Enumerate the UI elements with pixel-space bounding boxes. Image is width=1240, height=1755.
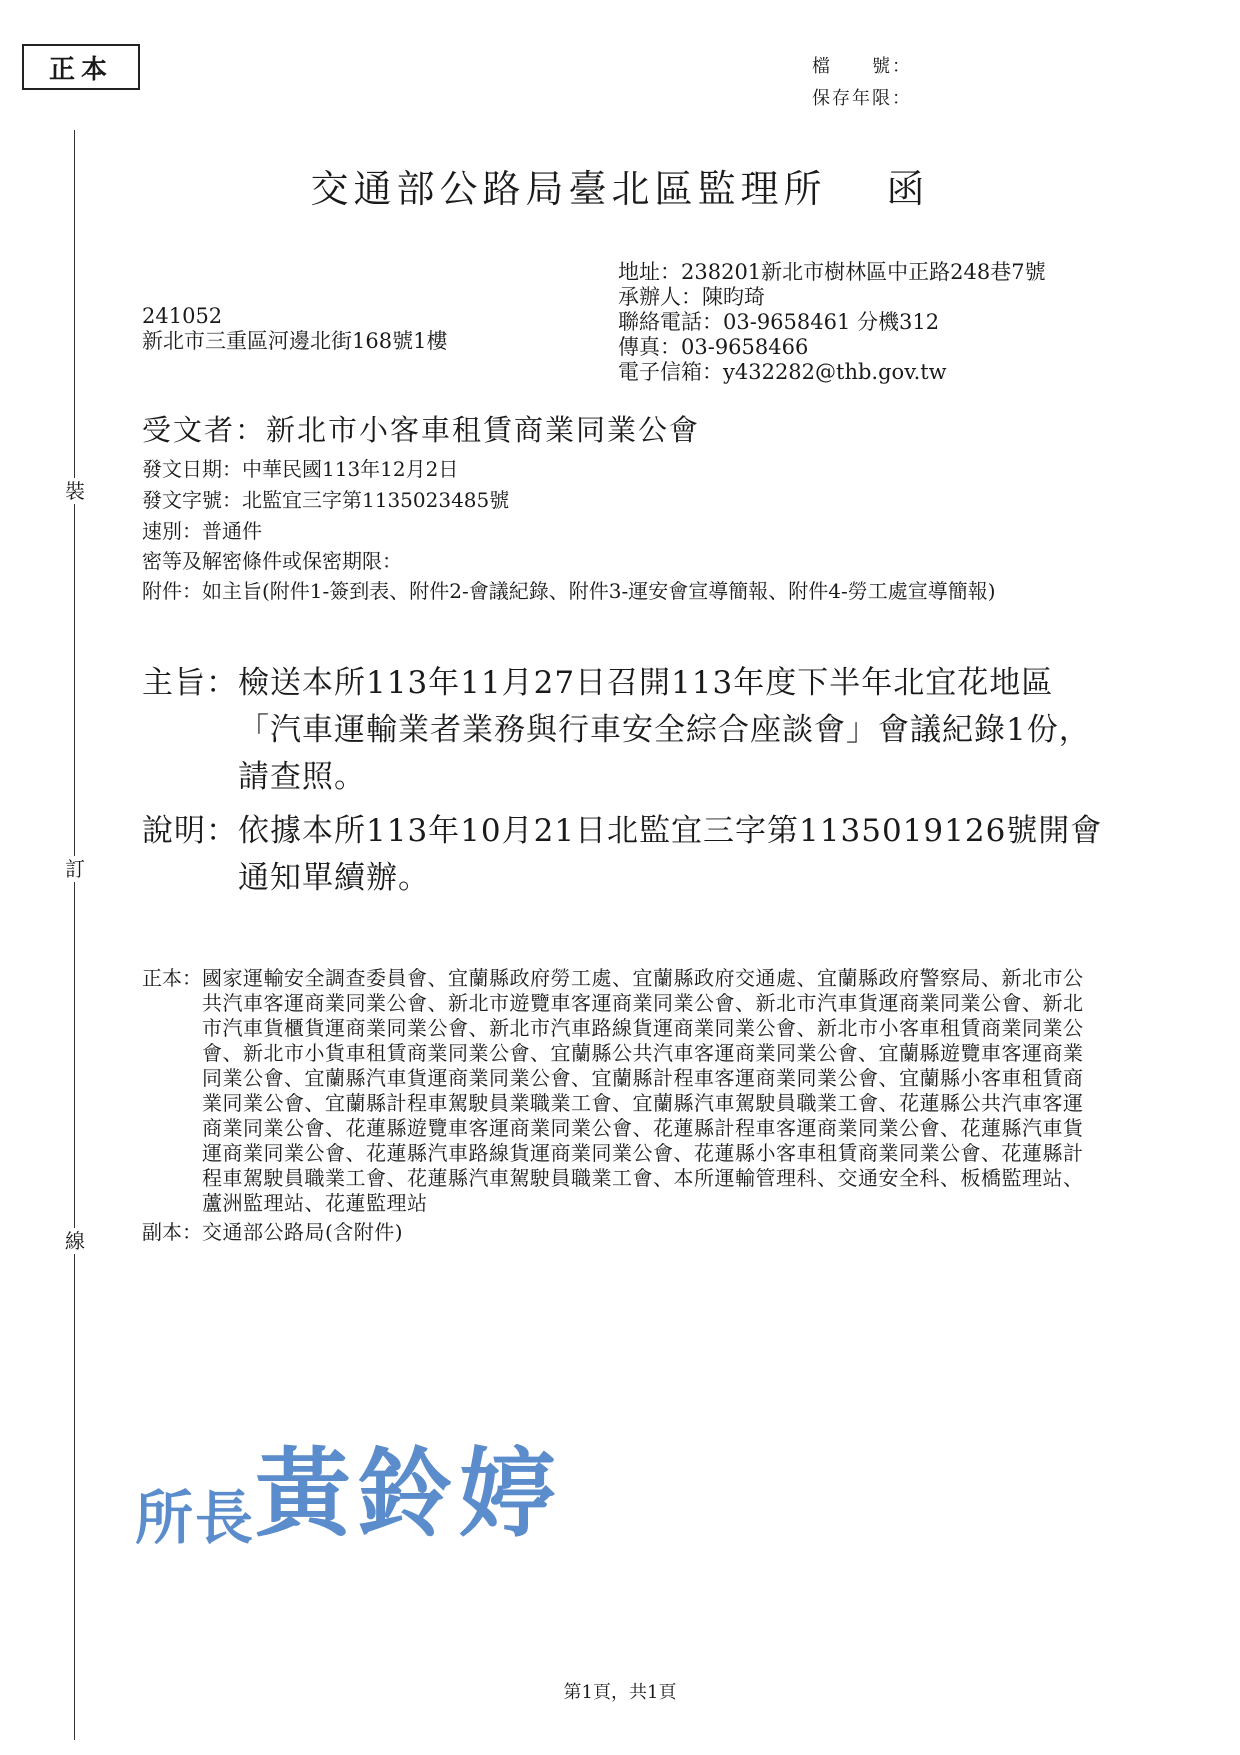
sender-handler: 承辦人：陳昀琦 [618,285,765,309]
document-title: 交通部公路局臺北區監理所 函 [310,167,930,211]
recipient-postal-code: 241052 [142,304,223,328]
addressee: 受文者：新北市小客車租賃商業同業公會 [142,413,701,447]
binding-mark-zhuang: 裝 [65,479,85,503]
original-recipients-text: 國家運輸安全調查委員會、宜蘭縣政府勞工處、宜蘭縣政府交通處、宜蘭縣政府警察局、新北市公共汽車客運商業同業公會、新北市遊覽車客運商業同業公會、新北市汽車貨運商業同業公會、新北市汽車貨櫃貨運商業同業公會、新北市汽車路線貨運商業同業公會、新北市小客車租賃商業同業公會、新北市小貨車租賃商業同業公會、宜蘭縣公共汽車客運商業同業公會、宜蘭縣遊覽車客運商業同業公會、宜蘭縣汽車貨運商業同業公會、宜蘭縣計程車客運商業同業公會、宜蘭縣小客車租賃商業同業公會、宜蘭縣計程車駕駛員業職業工會、宜蘭縣汽車駕駛員職業工會、花蓮縣公共汽車客運商業同業公會、花蓮縣遊覽車客運商業同業公會、花蓮縣計程車客運商業同業公會、花蓮縣汽車貨運商業同業公會、花蓮縣汽車路線貨運商業同業公會、花蓮縣小客車租賃商業同業公會、花蓮縣計程車駕駛員職業工會、花蓮縣汽車駕駛員職業工會、本所運輸管理科、交通安全科、板橋監理站、蘆洲監理站、花蓮監理站 [202,966,1084,1215]
issue-date: 發文日期：中華民國113年12月2日 [142,457,459,481]
delivery-speed: 速別：普通件 [142,519,262,543]
subject-paragraph [142,660,1104,801]
binding-mark-ding: 訂 [65,857,85,881]
attachment-label: 附件： [142,579,202,603]
retention-period-label: 保存年限： [812,88,912,109]
sender-email: 電子信箱：y432282@thb.gov.tw [618,360,947,384]
sender-phone: 聯絡電話：03-9658461 分機312 [618,310,940,334]
explanation-text: 依據本所113年10月21日北監宜三字第1135019126號開會通知單續辦。 [238,813,1103,896]
original-recipients-label: 正本： [142,966,202,990]
subject-text: 檢送本所113年11月27日召開113年度下半年北宜花地區「汽車運輸業者業務與行車安全綜合座談會」會議紀錄1份，請查照。 [238,665,1091,795]
binding-line [74,130,75,1740]
subject-label: 主旨： [142,665,238,701]
copy-recipients-text: 交通部公路局(含附件) [202,1220,404,1244]
attachment-text: 如主旨(附件1-簽到表、附件2-會議紀錄、附件3-運安會宣導簡報、附件4-勞工處宣導簡報) [202,579,996,603]
explanation-paragraph [142,808,1104,902]
signature-title: 所長 [135,1484,256,1552]
binding-mark-xian: 線 [65,1229,85,1253]
sender-address: 地址：238201新北市樹林區中正路248巷7號 [618,260,1046,284]
recipient-street: 新北市三重區河邊北街168號1樓 [142,329,448,353]
secrecy-level: 密等及解密條件或保密期限： [142,549,402,573]
sender-fax: 傳真：03-9658466 [618,335,809,359]
original-copy-stamp: 正本 [22,44,140,90]
director-signature-stamp [135,1418,561,1555]
document-number: 發文字號：北監宜三字第1135023485號 [142,488,510,512]
page-number: 第1頁，共1頁 [563,1682,677,1703]
copy-recipients-label: 副本： [142,1220,202,1244]
attachment-info [142,578,1092,604]
signature-name: 黃鈴婷 [255,1437,562,1550]
file-number-label: 檔 號： [812,56,912,77]
distribution-list [142,966,1100,1245]
explanation-label: 說明： [142,813,238,849]
